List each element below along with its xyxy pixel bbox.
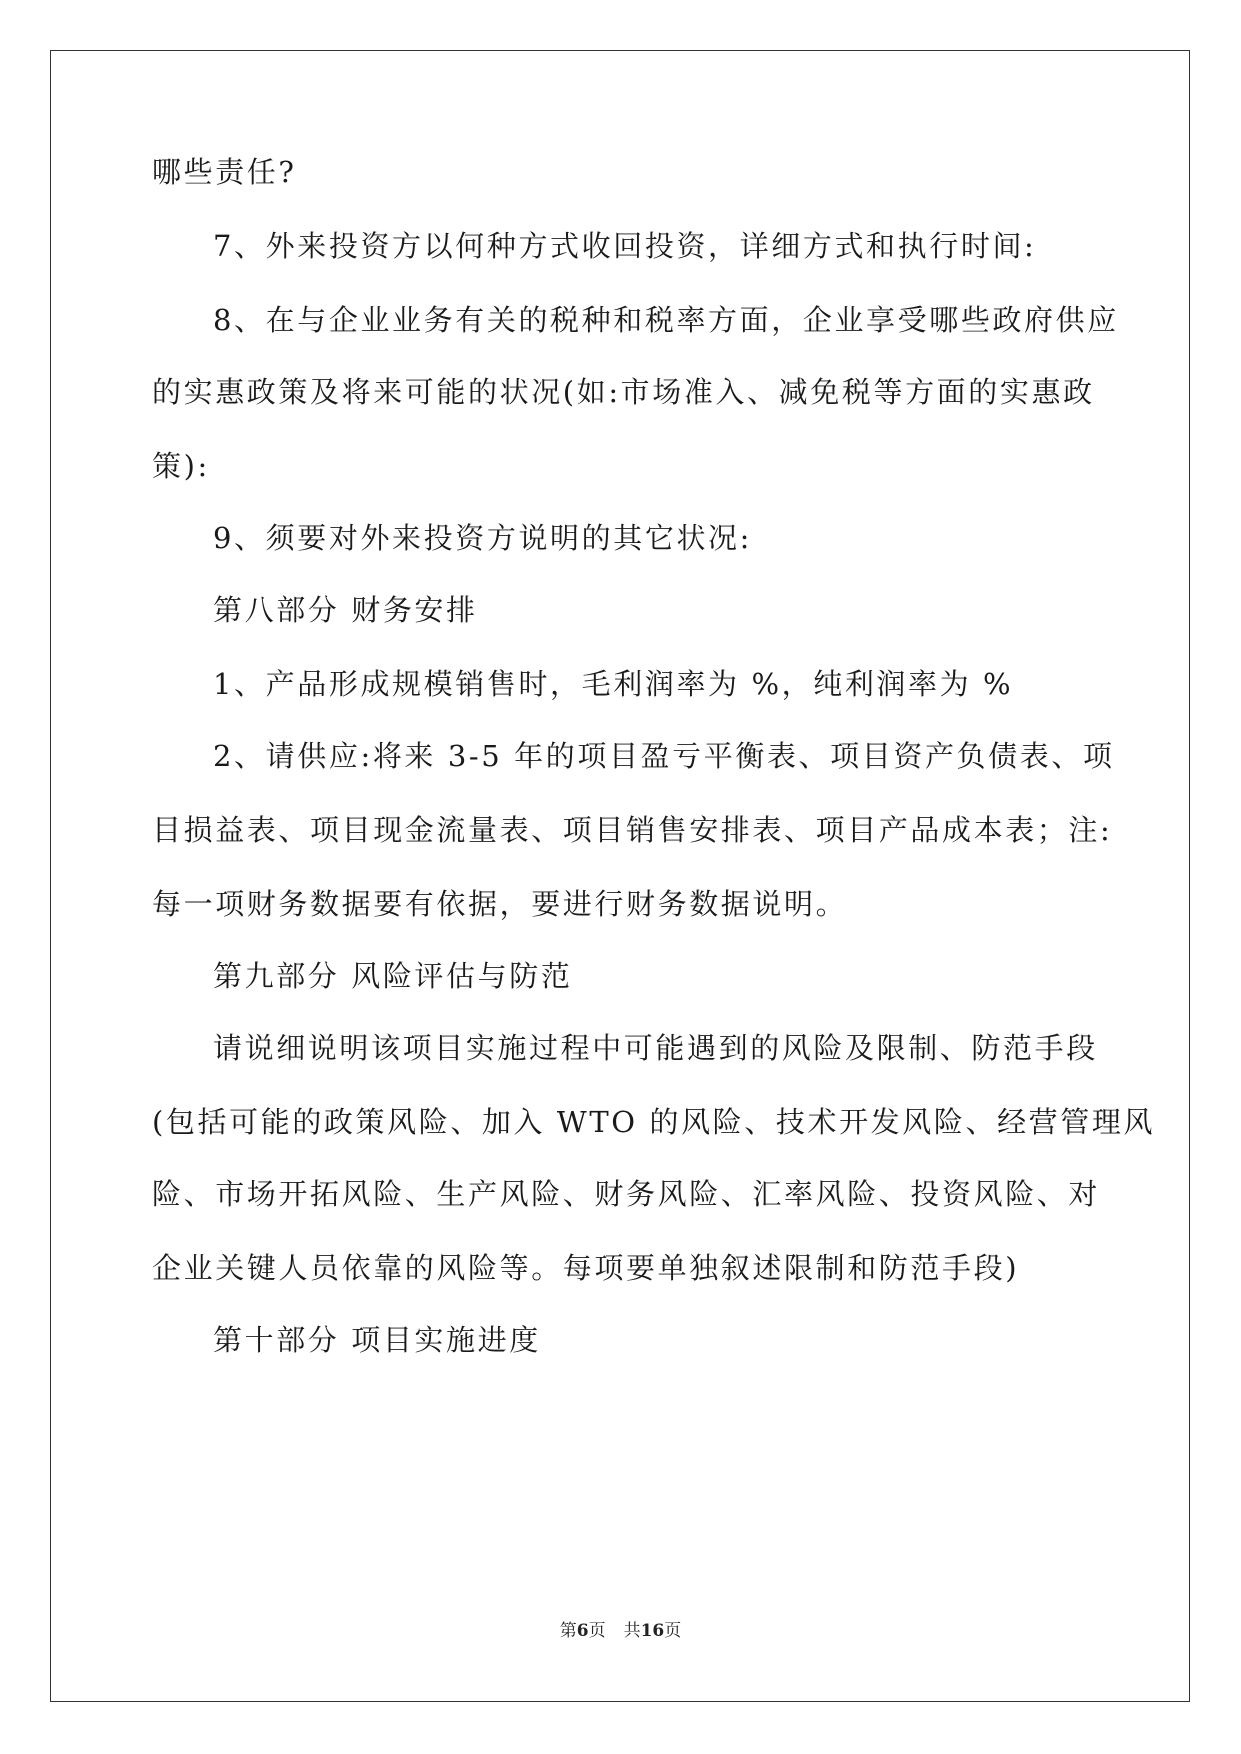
paragraph-line: 险、市场开拓风险、生产风险、财务风险、汇率风险、投资风险、对 [152, 1177, 1101, 1211]
paragraph-line: 8、在与企业业务有关的税种和税率方面，企业享受哪些政府供应 [213, 303, 1119, 337]
total-suffix: 页 [664, 1621, 682, 1641]
total-prefix: 共 [623, 1621, 641, 1641]
page-prefix: 第 [559, 1621, 577, 1641]
paragraph-line: 请说细说明该项目实施过程中可能遇到的风险及限制、防范手段 [213, 1031, 1098, 1065]
paragraph-line: 目损益表、项目现金流量表、项目销售安排表、项目产品成本表；注: [152, 813, 1113, 847]
paragraph-line: (包括可能的政策风险、加入 WTO 的风险、技术开发风险、经营管理风 [152, 1105, 1156, 1139]
paragraph-line: 2、请供应:将来 3-5 年的项目盈亏平衡表、项目资产负债表、项 [213, 739, 1115, 773]
section-heading: 第八部分 财务安排 [213, 593, 478, 627]
paragraph-line: 哪些责任? [152, 155, 297, 189]
paragraph-line: 的实惠政策及将来可能的状况(如:市场准入、减免税等方面的实惠政 [152, 375, 1095, 409]
paragraph-line: 策): [152, 449, 210, 483]
paragraph-line: 每一项财务数据要有依据，要进行财务数据说明。 [152, 887, 848, 921]
total-pages: 16 [640, 1621, 665, 1641]
page-number: 6 [576, 1621, 589, 1641]
paragraph-line: 7、外来投资方以何种方式收回投资，详细方式和执行时间: [213, 229, 1037, 263]
paragraph-line: 9、须要对外来投资方说明的其它状况: [213, 521, 753, 555]
section-heading: 第九部分 风险评估与防范 [213, 959, 573, 993]
page-footer [0, 1620, 1241, 1642]
paragraph-line: 1、产品形成规模销售时，毛利润率为 %，纯利润率为 % [213, 667, 1014, 701]
page-suffix: 页 [588, 1621, 606, 1641]
page-border [50, 50, 1190, 1702]
paragraph-line: 企业关键人员依靠的风险等。每项要单独叙述限制和防范手段) [152, 1251, 1020, 1285]
section-heading: 第十部分 项目实施进度 [213, 1323, 541, 1357]
